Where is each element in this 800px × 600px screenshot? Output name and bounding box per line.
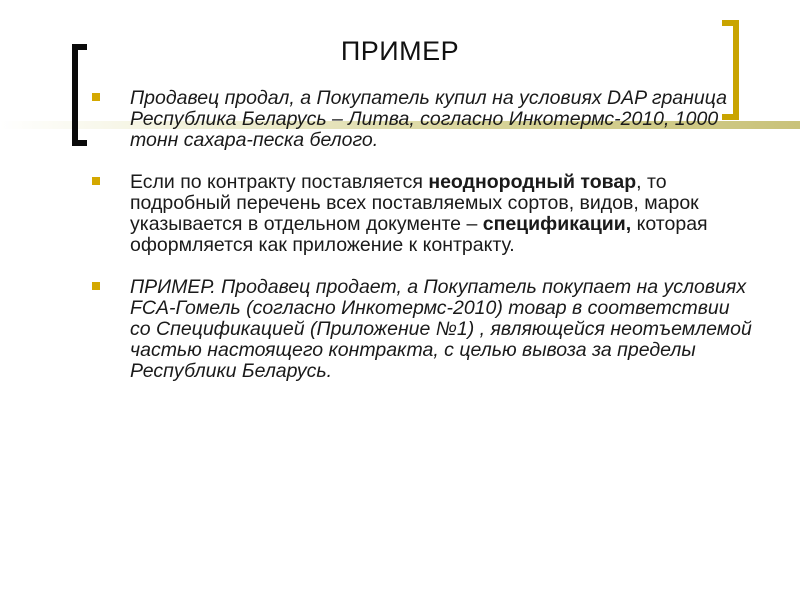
- square-bullet-icon: [92, 93, 100, 101]
- bullet-text-1: Продавец продал, а Покупатель купил на условиях DAP граница Республика Беларусь – Литва, согласно Инкотермс-2010, 1000 тонн сахара-песка белого.: [130, 87, 727, 151]
- bold-term-heterogeneous-goods: неоднородный товар: [428, 171, 637, 193]
- bullet-text-2-part-5: которая оформляется как приложение к контракту.: [130, 213, 708, 256]
- bullet-text-2-part-3: , то подробный перечень всех поставляемых сортов, видов, марок указывается в отдельном документе –: [130, 171, 699, 235]
- bullet-item-1: [92, 88, 752, 151]
- bullet-item-3: [92, 277, 752, 382]
- bullet-text-3: ПРИМЕР. Продавец продает, а Покупатель покупает на условиях FCA-Гомель (согласно Инкотермс-2010) товар в соответствии со Спецификацией (Приложение №1) , являющейся неотъемлемой частью настоящего контракта, с целью вывоза за пределы Республики Беларусь.: [130, 276, 752, 382]
- bullet-item-2: [92, 172, 752, 256]
- square-bullet-icon: [92, 282, 100, 290]
- bullet-text-2-part-1: Если по контракту поставляется: [130, 171, 429, 193]
- bold-term-specification: спецификации,: [482, 213, 632, 235]
- bullet-list: [92, 88, 752, 382]
- square-bullet-icon: [92, 177, 100, 185]
- slide-title: ПРИМЕР: [340, 36, 460, 66]
- left-bracket-decoration: [72, 44, 87, 146]
